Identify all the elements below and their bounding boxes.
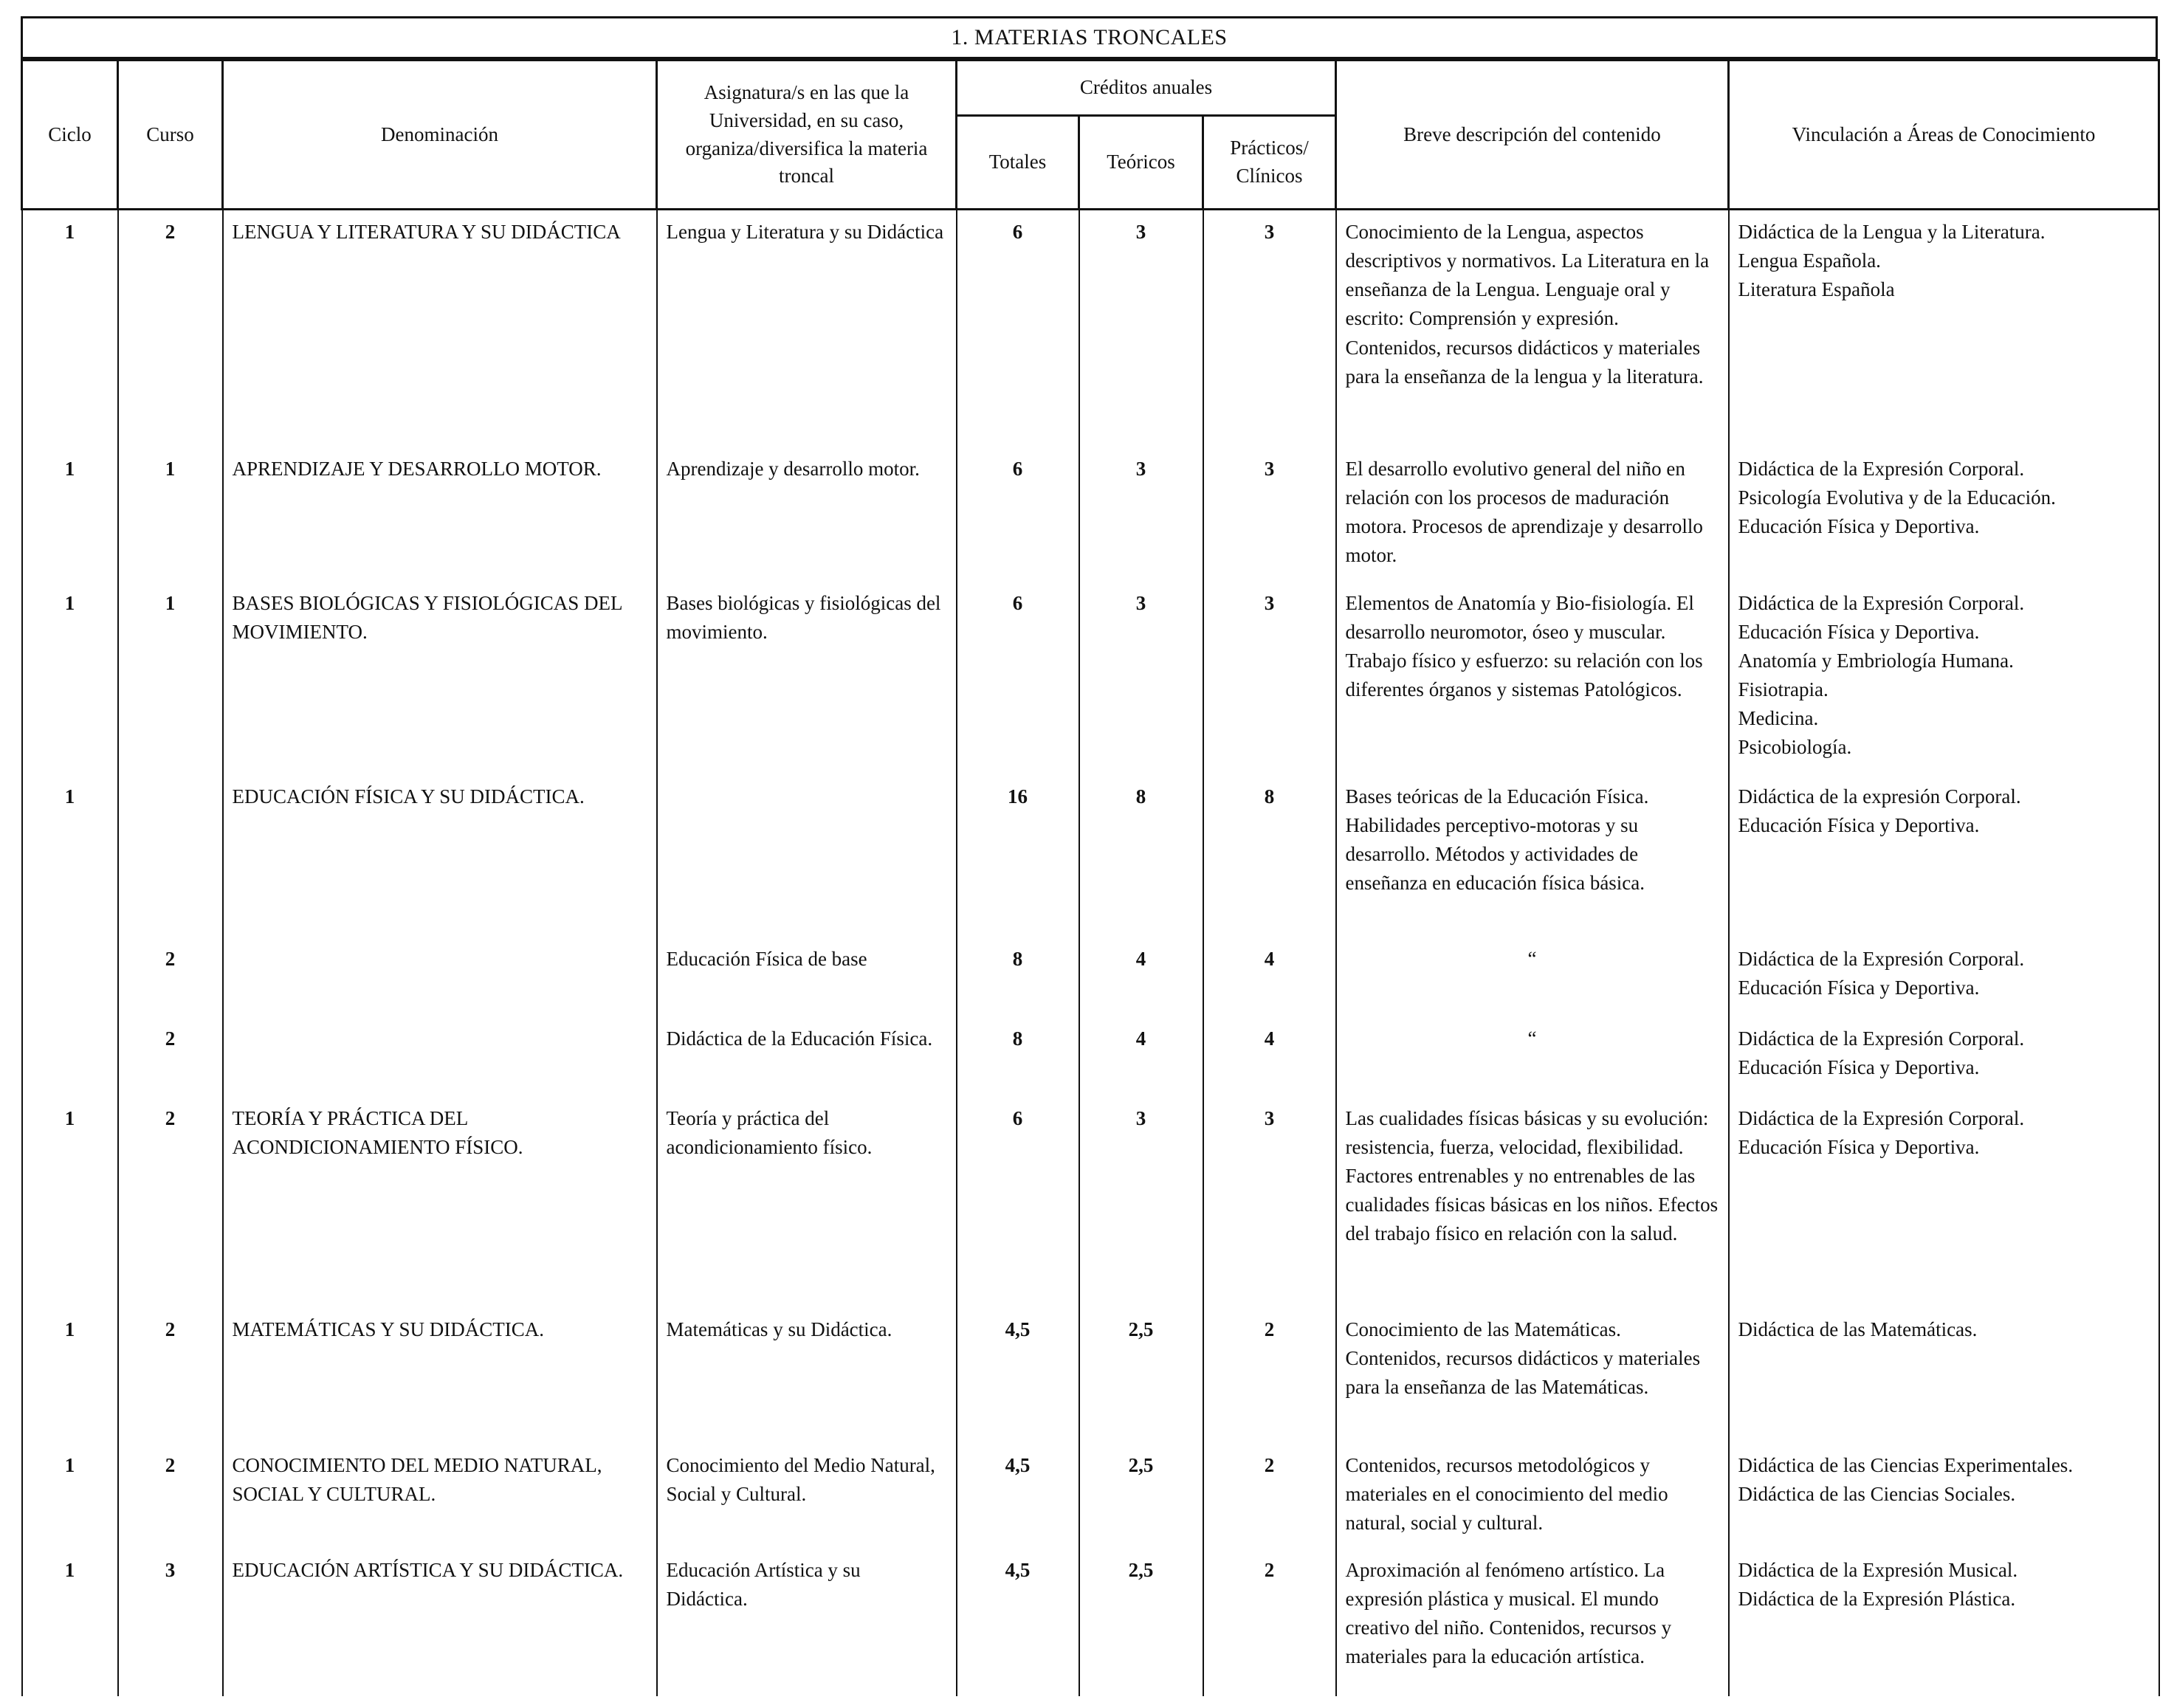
cell-descripcion: Conocimiento de la Lengua, aspectos descriptivos y normativos. La Literatura en la enseñanza de la Lengua. Lenguaje oral y escrito: Comprensión y expresión. Contenidos, recursos didácticos y materiales para la enseñanza de la lengua y la literatura. (1336, 210, 1729, 447)
cell-areas (1729, 210, 2159, 447)
cell-asignatura: Educación Física de base (657, 937, 957, 1017)
area-line: Didáctica de la Expresión Corporal. (1738, 1106, 2025, 1129)
cell-practicos: 4 (1203, 1017, 1336, 1097)
cell-asignatura: Didáctica de la Educación Física. (657, 1017, 957, 1097)
cell-areas (1729, 1097, 2159, 1308)
table-row (22, 1308, 2159, 1444)
cell-practicos: 3 (1203, 210, 1336, 447)
cell-descripcion (1336, 937, 1729, 1017)
cell-denominacion: EDUCACIÓN FÍSICA Y SU DIDÁCTICA. (223, 775, 657, 937)
area-line: Educación Física y Deportiva. (1738, 1056, 1980, 1078)
cell-descripcion: Bases teóricas de la Educación Física. Habilidades perceptivo-motoras y su desarrollo. Métodos y actividades de enseñanza en educación física básica. (1336, 775, 1729, 937)
cell-descripcion (1336, 1017, 1729, 1097)
cell-areas (1729, 447, 2159, 582)
cell-practicos: 8 (1203, 775, 1336, 937)
cell-asignatura: Lengua y Literatura y su Didáctica (657, 210, 957, 447)
cell-teoricos: 3 (1079, 447, 1203, 582)
cell-denominacion: LENGUA Y LITERATURA Y SU DIDÁCTICA (223, 210, 657, 447)
area-line: Psicología Evolutiva y de la Educación. (1738, 486, 2056, 509)
cell-curso: 3 (118, 1549, 223, 1696)
area-line: Educación Física y Deportiva. (1738, 514, 1980, 537)
area-line: Didáctica de la Expresión Corporal. (1738, 947, 2025, 970)
cell-totales: 8 (957, 1017, 1079, 1097)
cell-curso: 1 (118, 447, 223, 582)
table-row (22, 1097, 2159, 1308)
cell-areas (1729, 1549, 2159, 1696)
table-row (22, 210, 2159, 447)
cell-curso: 2 (118, 1017, 223, 1097)
area-line: Didáctica de la Expresión Corporal. (1738, 1027, 2025, 1050)
cell-practicos: 3 (1203, 447, 1336, 582)
table-row (22, 937, 2159, 1017)
cell-teoricos: 4 (1079, 937, 1203, 1017)
area-line: Didáctica de la Expresión Corporal. (1738, 591, 2025, 614)
cell-curso: 1 (118, 582, 223, 775)
header-asignatura: Asignatura/s en las que la Universidad, en su caso, organiza/diversifica la materia troncal (657, 61, 957, 210)
cell-totales: 4,5 (957, 1308, 1079, 1444)
ditto-mark: “ (1527, 947, 1537, 970)
cell-ciclo: 1 (22, 447, 118, 582)
table-row (22, 447, 2159, 582)
area-line: Didáctica de las Ciencias Sociales. (1738, 1482, 2016, 1505)
cell-curso: 2 (118, 1444, 223, 1549)
cell-denominacion: MATEMÁTICAS Y SU DIDÁCTICA. (223, 1308, 657, 1444)
header-vinculacion: Vinculación a Áreas de Conocimiento (1729, 61, 2159, 210)
cell-areas (1729, 1308, 2159, 1444)
cell-descripcion: Elementos de Anatomía y Bio-fisiología. El desarrollo neuromotor, óseo y muscular. Trabajo físico y esfuerzo: su relación con los diferentes órganos y sistemas Patológicos. (1336, 582, 1729, 775)
cell-teoricos: 3 (1079, 210, 1203, 447)
header-ciclo: Ciclo (22, 61, 118, 210)
cell-descripcion: El desarrollo evolutivo general del niño en relación con los procesos de maduración motora. Procesos de aprendizaje y desarrollo motor. (1336, 447, 1729, 582)
cell-areas (1729, 1444, 2159, 1549)
cell-asignatura: Matemáticas y su Didáctica. (657, 1308, 957, 1444)
area-line: Didáctica de las Ciencias Experimentales. (1738, 1453, 2074, 1476)
cell-totales: 6 (957, 447, 1079, 582)
area-line: Didáctica de la Expresión Corporal. (1738, 457, 2025, 480)
cell-denominacion (223, 1017, 657, 1097)
cell-denominacion: EDUCACIÓN ARTÍSTICA Y SU DIDÁCTICA. (223, 1549, 657, 1696)
cell-curso: 2 (118, 1308, 223, 1444)
cell-denominacion: TEORÍA Y PRÁCTICA DEL ACONDICIONAMIENTO FÍSICO. (223, 1097, 657, 1308)
table-row (22, 1017, 2159, 1097)
cell-descripcion: Conocimiento de las Matemáticas. Contenidos, recursos didácticos y materiales para la enseñanza de las Matemáticas. (1336, 1308, 1729, 1444)
cell-totales: 8 (957, 937, 1079, 1017)
cell-ciclo: 1 (22, 210, 118, 447)
cell-areas (1729, 1017, 2159, 1097)
cell-curso: 2 (118, 937, 223, 1017)
area-line: Fisiotrapia. (1738, 678, 1829, 700)
cell-practicos: 4 (1203, 937, 1336, 1017)
area-line: Educación Física y Deportiva. (1738, 976, 1980, 999)
cell-ciclo (22, 937, 118, 1017)
area-line: Educación Física y Deportiva. (1738, 620, 1980, 643)
cell-asignatura: Bases biológicas y fisiológicas del movimiento. (657, 582, 957, 775)
area-line: Educación Física y Deportiva. (1738, 1135, 1980, 1158)
area-line: Didáctica de la expresión Corporal. (1738, 785, 2021, 807)
cell-practicos: 3 (1203, 1097, 1336, 1308)
header-teoricos: Teóricos (1079, 116, 1203, 210)
cell-curso: 2 (118, 1097, 223, 1308)
cell-ciclo: 1 (22, 582, 118, 775)
cell-teoricos: 2,5 (1079, 1444, 1203, 1549)
area-line: Literatura Española (1738, 278, 1895, 301)
table-body (22, 210, 2159, 1696)
table-row (22, 1549, 2159, 1696)
cell-descripcion: Las cualidades físicas básicas y su evolución: resistencia, fuerza, velocidad, flexibilidad. Factores entrenables y no entrenables de las cualidades físicas básicas en los niños. Efectos del trabajo físico en relación con la salud. (1336, 1097, 1729, 1308)
table-row (22, 1444, 2159, 1549)
cell-asignatura: Conocimiento del Medio Natural, Social y Cultural. (657, 1444, 957, 1549)
cell-asignatura (657, 775, 957, 937)
cell-totales: 6 (957, 582, 1079, 775)
cell-denominacion (223, 937, 657, 1017)
table-row (22, 775, 2159, 937)
header-denominacion: Denominación (223, 61, 657, 210)
header-curso: Curso (118, 61, 223, 210)
cell-ciclo: 1 (22, 1097, 118, 1308)
cell-asignatura: Educación Artística y su Didáctica. (657, 1549, 957, 1696)
table-row (22, 582, 2159, 775)
cell-ciclo: 1 (22, 1444, 118, 1549)
cell-totales: 16 (957, 775, 1079, 937)
cell-teoricos: 3 (1079, 1097, 1203, 1308)
cell-totales: 6 (957, 1097, 1079, 1308)
cell-practicos: 2 (1203, 1549, 1336, 1696)
cell-totales: 6 (957, 210, 1079, 447)
area-line: Psicobiología. (1738, 736, 1852, 759)
cell-totales: 4,5 (957, 1549, 1079, 1696)
header-creditos: Créditos anuales (957, 61, 1336, 116)
cell-ciclo (22, 1017, 118, 1097)
cell-teoricos: 4 (1079, 1017, 1203, 1097)
cell-ciclo: 1 (22, 1549, 118, 1696)
cell-areas (1729, 582, 2159, 775)
header-totales: Totales (957, 116, 1079, 210)
header-practicos: Prácticos/ Clínicos (1203, 116, 1336, 210)
cell-areas (1729, 775, 2159, 937)
cell-asignatura: Teoría y práctica del acondicionamiento físico. (657, 1097, 957, 1308)
cell-totales: 4,5 (957, 1444, 1079, 1549)
materias-table (21, 59, 2160, 1696)
ditto-mark: “ (1527, 1027, 1537, 1050)
cell-curso (118, 775, 223, 937)
cell-teoricos: 2,5 (1079, 1549, 1203, 1696)
cell-descripcion: Aproximación al fenómeno artístico. La expresión plástica y musical. El mundo creativo del niño. Contenidos, recursos y materiales para la educación artística. (1336, 1549, 1729, 1696)
section-title: 1. MATERIAS TRONCALES (21, 16, 2158, 59)
area-line: Didáctica de la Lengua y la Literatura. (1738, 221, 2046, 243)
area-line: Didáctica de la Expresión Musical. (1738, 1558, 2018, 1581)
cell-teoricos: 8 (1079, 775, 1203, 937)
area-line: Didáctica de las Matemáticas. (1738, 1318, 1978, 1340)
area-line: Anatomía y Embriología Humana. (1738, 649, 2014, 672)
cell-ciclo: 1 (22, 1308, 118, 1444)
cell-practicos: 2 (1203, 1308, 1336, 1444)
cell-curso: 2 (118, 210, 223, 447)
cell-denominacion: APRENDIZAJE Y DESARROLLO MOTOR. (223, 447, 657, 582)
cell-denominacion: CONOCIMIENTO DEL MEDIO NATURAL, SOCIAL Y CULTURAL. (223, 1444, 657, 1549)
header-descripcion: Breve descripción del contenido (1336, 61, 1729, 210)
cell-practicos: 2 (1203, 1444, 1336, 1549)
cell-teoricos: 3 (1079, 582, 1203, 775)
cell-areas (1729, 937, 2159, 1017)
cell-descripcion: Contenidos, recursos metodológicos y materiales en el conocimiento del medio natural, social y cultural. (1336, 1444, 1729, 1549)
area-line: Lengua Española. (1738, 249, 1881, 272)
area-line: Educación Física y Deportiva. (1738, 813, 1980, 836)
cell-denominacion: BASES BIOLÓGICAS Y FISIOLÓGICAS DEL MOVIMIENTO. (223, 582, 657, 775)
area-line: Medicina. (1738, 707, 1819, 730)
cell-ciclo: 1 (22, 775, 118, 937)
cell-teoricos: 2,5 (1079, 1308, 1203, 1444)
cell-practicos: 3 (1203, 582, 1336, 775)
area-line: Didáctica de la Expresión Plástica. (1738, 1587, 2016, 1610)
cell-asignatura: Aprendizaje y desarrollo motor. (657, 447, 957, 582)
